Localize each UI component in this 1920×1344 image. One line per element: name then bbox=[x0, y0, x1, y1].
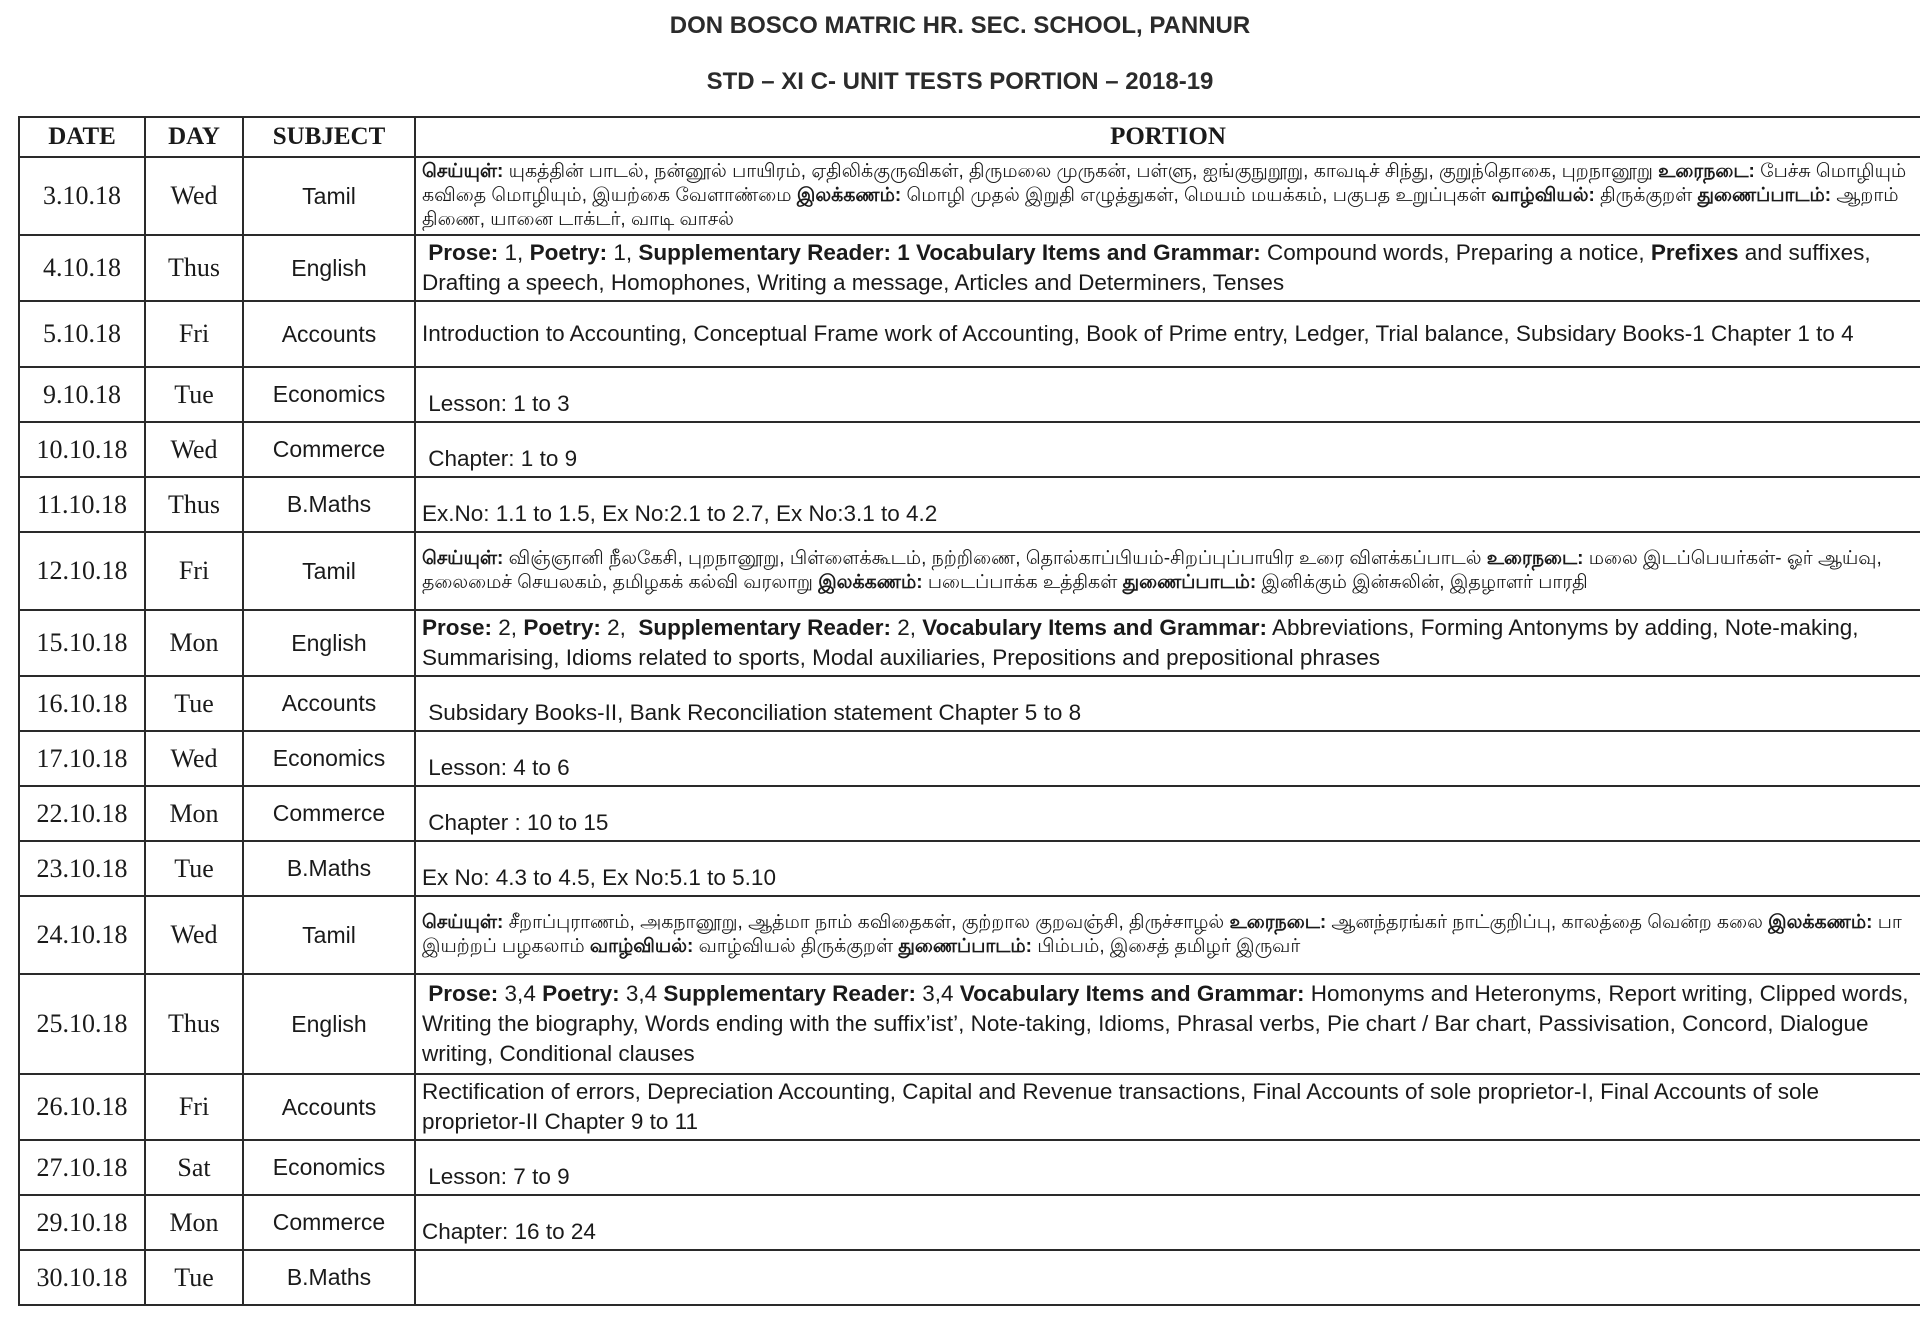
subject-cell: Economics bbox=[243, 1140, 415, 1195]
date-cell: 15.10.18 bbox=[19, 610, 145, 676]
day-cell: Fri bbox=[145, 301, 243, 367]
table-row bbox=[19, 367, 1920, 422]
day-cell: Tue bbox=[145, 367, 243, 422]
subject-cell: Tamil bbox=[243, 896, 415, 974]
subject-cell: Accounts bbox=[243, 1074, 415, 1140]
date-cell: 9.10.18 bbox=[19, 367, 145, 422]
table-row bbox=[19, 235, 1920, 301]
day-cell: Tue bbox=[145, 841, 243, 896]
day-cell: Thus bbox=[145, 477, 243, 532]
date-cell: 16.10.18 bbox=[19, 676, 145, 731]
date-cell: 23.10.18 bbox=[19, 841, 145, 896]
date-cell: 22.10.18 bbox=[19, 786, 145, 841]
date-cell: 24.10.18 bbox=[19, 896, 145, 974]
day-cell: Thus bbox=[145, 974, 243, 1074]
date-cell: 30.10.18 bbox=[19, 1250, 145, 1305]
day-cell: Tue bbox=[145, 676, 243, 731]
table-row bbox=[19, 301, 1920, 367]
table-row bbox=[19, 610, 1920, 676]
date-cell: 29.10.18 bbox=[19, 1195, 145, 1250]
subject-cell: Economics bbox=[243, 367, 415, 422]
portion-cell: Rectification of errors, Depreciation Accounting, Capital and Revenue transactions, Final Accounts of sole proprietor-I, Final Accounts of sole proprietor-II Chapter 9 to 11 bbox=[415, 1074, 1920, 1140]
table-row bbox=[19, 841, 1920, 896]
subject-cell: Tamil bbox=[243, 532, 415, 610]
subject-cell: B.Maths bbox=[243, 1250, 415, 1305]
table-row bbox=[19, 532, 1920, 610]
portion-cell: Chapter: 1 to 9 bbox=[415, 422, 1920, 477]
date-cell: 5.10.18 bbox=[19, 301, 145, 367]
date-cell: 4.10.18 bbox=[19, 235, 145, 301]
column-header-subject: SUBJECT bbox=[243, 117, 415, 157]
table-row bbox=[19, 1074, 1920, 1140]
day-cell: Mon bbox=[145, 1195, 243, 1250]
column-header-date: DATE bbox=[19, 117, 145, 157]
table-row bbox=[19, 974, 1920, 1074]
subject-cell: B.Maths bbox=[243, 477, 415, 532]
table-row bbox=[19, 1195, 1920, 1250]
portion-cell: Lesson: 4 to 6 bbox=[415, 731, 1920, 786]
portion-cell: Introduction to Accounting, Conceptual Frame work of Accounting, Book of Prime entry, Ledger, Trial balance, Subsidary Books-1 Chapter 1 to 4 bbox=[415, 301, 1920, 367]
day-cell: Fri bbox=[145, 532, 243, 610]
day-cell: Sat bbox=[145, 1140, 243, 1195]
table-row bbox=[19, 676, 1920, 731]
day-cell: Wed bbox=[145, 731, 243, 786]
portion-cell: Lesson: 7 to 9 bbox=[415, 1140, 1920, 1195]
subject-cell: Accounts bbox=[243, 301, 415, 367]
day-cell: Thus bbox=[145, 235, 243, 301]
portion-cell: Subsidary Books-II, Bank Reconciliation statement Chapter 5 to 8 bbox=[415, 676, 1920, 731]
table-row bbox=[19, 422, 1920, 477]
date-cell: 25.10.18 bbox=[19, 974, 145, 1074]
date-cell: 26.10.18 bbox=[19, 1074, 145, 1140]
date-cell: 27.10.18 bbox=[19, 1140, 145, 1195]
table-row bbox=[19, 1140, 1920, 1195]
portion-cell: Lesson: 1 to 3 bbox=[415, 367, 1920, 422]
portion-cell: செய்யுள்: சீறாப்புராணம், அகநானூறு, ஆத்மா நாம் கவிதைகள், குற்றால குறவஞ்சி, திருச்சாழல் உரைநடை: ஆனந்தரங்கர் நாட்குறிப்பு, காலத்தை வென்ற கலை இலக்கணம்: பா இயற்றப் பழகலாம் வாழ்வியல்: வாழ்வியல் திருக்குறள் துணைப்பாடம்: பிம்பம், இசைத் தமிழர் இருவர் bbox=[415, 896, 1920, 974]
portion-cell bbox=[415, 1250, 1920, 1305]
subject-cell: Commerce bbox=[243, 422, 415, 477]
date-cell: 10.10.18 bbox=[19, 422, 145, 477]
column-header-day: DAY bbox=[145, 117, 243, 157]
portion-cell: Prose: 2, Poetry: 2, Supplementary Reader: 2, Vocabulary Items and Grammar: Abbreviations, Forming Antonyms by adding, Note-making, Summarising, Idioms related to sports, Modal auxiliaries, Prepositions and prepositional phrases bbox=[415, 610, 1920, 676]
table-row bbox=[19, 786, 1920, 841]
table-row bbox=[19, 157, 1920, 235]
portion-cell: செய்யுள்: விஞ்ஞானி நீலகேசி, புறநானூறு, பிள்ளைக்கூடம், நற்றிணை, தொல்காப்பியம்-சிறப்புப்பாயிர உரை விளக்கப்பாடல் உரைநடை: மலை இடப்பெயர்கள்- ஓர் ஆய்வு, தலைமைச் செயலகம், தமிழகக் கல்வி வரலாறு இலக்கணம்: படைப்பாக்க உத்திகள் துணைப்பாடம்: இனிக்கும் இன்சுலின், இதழாளர் பாரதி bbox=[415, 532, 1920, 610]
portion-cell: Ex No: 4.3 to 4.5, Ex No:5.1 to 5.10 bbox=[415, 841, 1920, 896]
day-cell: Mon bbox=[145, 610, 243, 676]
subject-cell: B.Maths bbox=[243, 841, 415, 896]
date-cell: 12.10.18 bbox=[19, 532, 145, 610]
subject-cell: English bbox=[243, 610, 415, 676]
table-row bbox=[19, 731, 1920, 786]
portion-table bbox=[18, 116, 1920, 1306]
column-header-portion: PORTION bbox=[415, 117, 1920, 157]
subject-cell: Commerce bbox=[243, 786, 415, 841]
day-cell: Wed bbox=[145, 422, 243, 477]
table-row bbox=[19, 896, 1920, 974]
document-title: STD – XI C- UNIT TESTS PORTION – 2018-19 bbox=[706, 68, 1214, 95]
date-cell: 3.10.18 bbox=[19, 157, 145, 235]
day-cell: Mon bbox=[145, 786, 243, 841]
portion-cell: Prose: 1, Poetry: 1, Supplementary Reader: 1 Vocabulary Items and Grammar: Compound words, Preparing a notice, Prefixes and suffixes, Drafting a speech, Homophones, Writing a message, Articles and Determiners, Tenses bbox=[415, 235, 1920, 301]
day-cell: Wed bbox=[145, 157, 243, 235]
portion-cell: Chapter : 10 to 15 bbox=[415, 786, 1920, 841]
subject-cell: Accounts bbox=[243, 676, 415, 731]
portion-cell: Chapter: 16 to 24 bbox=[415, 1195, 1920, 1250]
day-cell: Tue bbox=[145, 1250, 243, 1305]
portion-cell: செய்யுள்: யுகத்தின் பாடல், நன்னூல் பாயிரம், ஏதிலிக்குருவிகள், திருமலை முருகன், பள்ளு, ஐங்குநுறூறு, காவடிச் சிந்து, குறுந்தொகை, புறநானூறு உரைநடை: பேச்சு மொழியும் கவிதை மொழியும், இயற்கை வேளாண்மை இலக்கணம்: மொழி முதல் இறுதி எழுத்துகள், மெயம் மயக்கம், பகுபத உறுப்புகள் வாழ்வியல்: திருக்குறள் துணைப்பாடம்: ஆறாம் திணை, யானை டாக்டர், வாடி வாசல் bbox=[415, 157, 1920, 235]
subject-cell: English bbox=[243, 974, 415, 1074]
table-row bbox=[19, 1250, 1920, 1305]
subject-cell: Economics bbox=[243, 731, 415, 786]
table-row bbox=[19, 477, 1920, 532]
date-cell: 17.10.18 bbox=[19, 731, 145, 786]
portion-cell: Prose: 3,4 Poetry: 3,4 Supplementary Reader: 3,4 Vocabulary Items and Grammar: Homonyms and Heteronyms, Report writing, Clipped words, Writing the biography, Words ending with the suffix’ist’, Note-taking, Idioms, Phrasal verbs, Pie chart / Bar chart, Passivisation, Concord, Dialogue writing, Conditional clauses bbox=[415, 974, 1920, 1074]
subject-cell: Commerce bbox=[243, 1195, 415, 1250]
school-name: DON BOSCO MATRIC HR. SEC. SCHOOL, PANNUR bbox=[669, 12, 1251, 39]
day-cell: Wed bbox=[145, 896, 243, 974]
portion-cell: Ex.No: 1.1 to 1.5, Ex No:2.1 to 2.7, Ex No:3.1 to 4.2 bbox=[415, 477, 1920, 532]
date-cell: 11.10.18 bbox=[19, 477, 145, 532]
subject-cell: Tamil bbox=[243, 157, 415, 235]
day-cell: Fri bbox=[145, 1074, 243, 1140]
table-header-row bbox=[19, 117, 1920, 157]
subject-cell: English bbox=[243, 235, 415, 301]
